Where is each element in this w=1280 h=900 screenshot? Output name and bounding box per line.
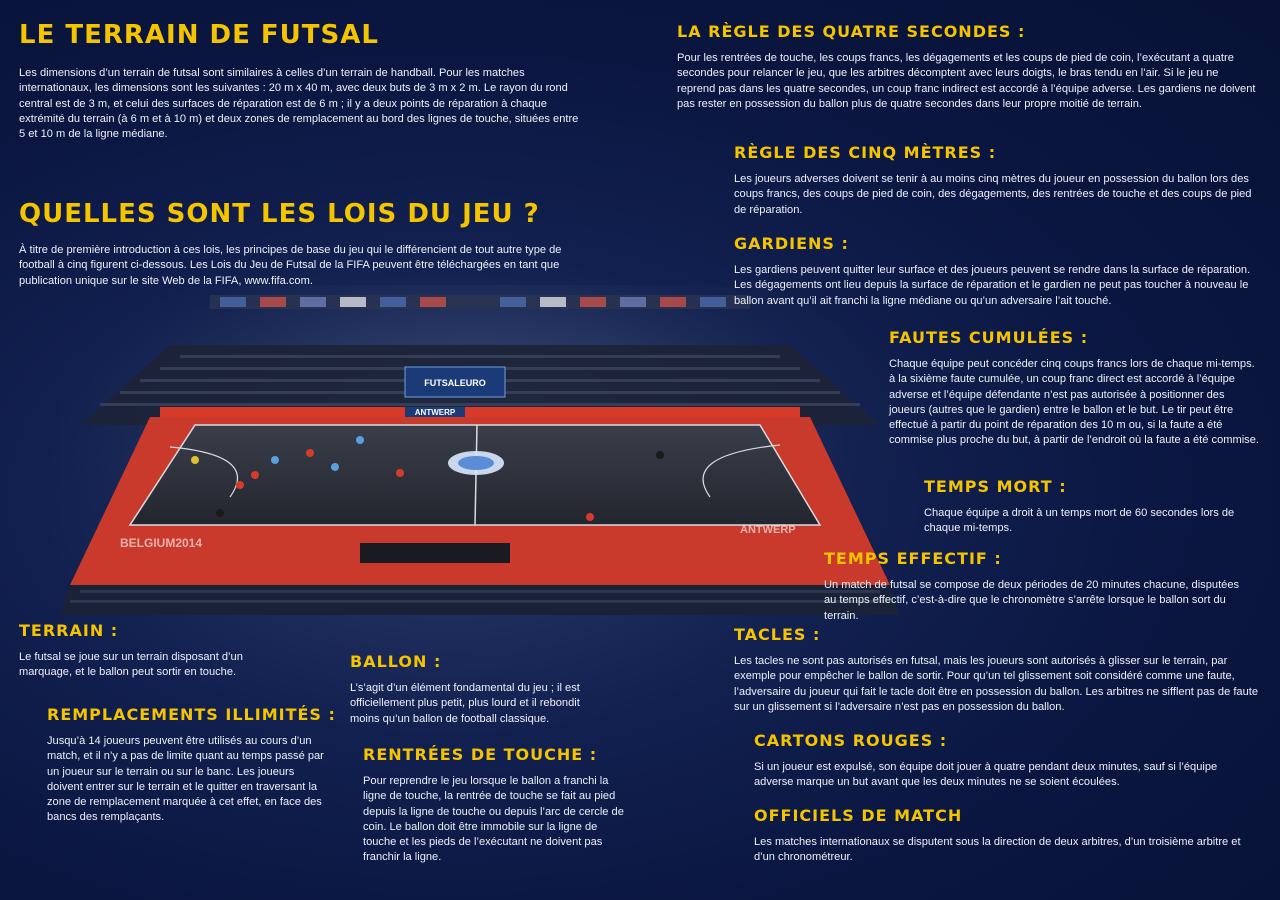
heading-terrain: TERRAIN :: [19, 621, 119, 640]
section-rentrees: [363, 745, 633, 866]
heading-officiels: OFFICIELS DE MATCH: [754, 806, 963, 825]
arena-side-left: BELGIUM2014: [120, 536, 203, 550]
heading-remplacements: REMPLACEMENTS ILLIMITÉS :: [47, 705, 336, 724]
text-terrain: Le futsal se joue sur un terrain disposant d’un marquage, et le ballon peut sortir en touche.: [19, 651, 243, 679]
text-remplacements: Jusqu’à 14 joueurs peuvent être utilisés au cours d’un match, et il n’y a pas de limite quant au temps passé par un joueur sur le terrain ou sur le banc. Les joueurs doivent entrer sur le terrain et le quitter en traversant la zone de remplacement marquée à cet effet, en face des bancs des remplaçants.: [47, 735, 324, 824]
heading-ballon: BALLON :: [350, 652, 442, 671]
heading-quatre-secondes: LA RÈGLE DES QUATRE SECONDES :: [677, 22, 1026, 41]
text-ballon: L’s’agit d’un élément fondamental du jeu ; il est officiellement plus petit, plus lourd et il rebondit moins qu’un ballon de football classique.: [350, 682, 580, 725]
arena-board-text: ANTWERP: [414, 408, 456, 417]
section-cinq-metres: [734, 143, 1269, 218]
section-gardiens: [734, 234, 1269, 309]
section-quatre-secondes: [677, 22, 1262, 112]
text-fautes: Chaque équipe peut concéder cinq coups francs lors de chaque mi-temps. à la sixième faute cumulée, un coup franc direct est accordé à l’équipe adverse et l’équipe défendante n’est pas autorisée à positionner des joueurs (autres que le gardien) entre le ballon et le but. Le tir peut être effectué à partir du point de réparation des 10 m ou, si la faute a été commise plus proche du but, à partir de l’endroit où la faute a été commise.: [889, 358, 1259, 447]
text-temps-effectif: Un match de futsal se compose de deux périodes de 20 minutes chacune, disputées au temps effectif, c’est-à-dire que le chronomètre s’arrête lorsque le ballon sort du terrain.: [824, 579, 1240, 622]
section-tacles: [734, 625, 1269, 715]
heading-temps-mort: TEMPS MORT :: [924, 477, 1067, 496]
heading-rentrees: RENTRÉES DE TOUCHE :: [363, 745, 598, 764]
heading-lois: QUELLES SONT LES LOIS DU JEU ?: [19, 199, 540, 229]
heading-terrain-futsal: LE TERRAIN DE FUTSAL: [19, 20, 379, 50]
heading-fautes: FAUTES CUMULÉES :: [889, 328, 1089, 347]
arena-side-right: ANTWERP: [740, 524, 796, 536]
section-fautes: [889, 328, 1264, 449]
text-cartons: Si un joueur est expulsé, son équipe doit jouer à quatre pendant deux minutes, sauf si l’équipe adverse marque un but avant que les deux minutes ne se soient écoulées.: [754, 761, 1218, 789]
heading-temps-effectif: TEMPS EFFECTIF :: [824, 549, 1002, 568]
text-temps-mort: Chaque équipe a droit à un temps mort de 60 secondes lors de chaque mi-temps.: [924, 507, 1235, 535]
section-lois: [19, 199, 594, 289]
section-temps-mort: [924, 477, 1264, 537]
text-quatre-secondes: Pour les rentrées de touche, les coups francs, les dégagements et les coups de pied de coin, l’exécutant a quatre secondes pour relancer le jeu, que les arbitres décomptent avec leurs doigts, le bras tendu en l’air. Si le jeu ne reprend pas dans les quatre secondes, un coup franc indirect est accordé à l’équipe adverse. Les gardiens ne doivent pas rester en possession du ballon plus de quatre secondes dans leur propre moitié de terrain.: [677, 52, 1256, 110]
heading-cinq-metres: RÈGLE DES CINQ MÈTRES :: [734, 143, 997, 162]
section-officiels: [754, 806, 1254, 866]
heading-cartons: CARTONS ROUGES :: [754, 731, 948, 750]
text-rentrees: Pour reprendre le jeu lorsque le ballon a franchi la ligne de touche, la rentrée de touche se fait au pied depuis la ligne de touche ou depuis l’arc de cercle de coin. Le ballon doit être immobile sur la ligne de touche et les pieds de l’exécutant ne doivent pas franchir la ligne.: [363, 775, 624, 864]
heading-tacles: TACLES :: [734, 625, 821, 644]
section-cartons: [754, 731, 1254, 791]
arena-banner-text: FUTSALEURO: [424, 378, 486, 388]
text-gardiens: Les gardiens peuvent quitter leur surface et des joueurs peuvent se rendre dans la surface de réparation. Les dégagements ont lieu depuis la surface de réparation et le gardien ne peut pas toucher à nouveau le ballon avant qu’il ait franchi la ligne médiane ou qu’un adversaire l’ait touché.: [734, 264, 1251, 307]
text-tacles: Les tacles ne sont pas autorisés en futsal, mais les joueurs sont autorisés à glisser sur le terrain, par exemple pour empêcher le ballon de sortir. Pour qu’un tel glissement soit considéré comme une faute, l’adversaire du joueur qui fait le tacle doit être en possession du ballon. Les arbitres ne sifflent pas de faute sur un glissement si l’adversaire n’est pas en possession du ballon.: [734, 655, 1258, 713]
text-lois: À titre de première introduction à ces lois, les principes de base du jeu qui le différencient de tout autre type de football à cinq figurent ci-dessous. Les Lois du Jeu de Futsal de la FIFA peuvent être téléchargées en tant que publication unique sur le site Web de la FIFA, www.fifa.com.: [19, 244, 562, 287]
text-officiels: Les matches internationaux se disputent sous la direction de deux arbitres, d’un troisième arbitre et d’un chronométreur.: [754, 836, 1241, 864]
section-terrain-futsal: [19, 20, 589, 142]
section-remplacements: [47, 705, 337, 826]
text-terrain-futsal: Les dimensions d’un terrain de futsal sont similaires à celles d’un terrain de handball. Pour les matches internationaux, les dimensions sont les suivantes : 20 m x 40 m, avec deux buts de 3 m x 2 m. Le rayon du rond central est de 3 m, et celui des surfaces de réparation est de 6 m ; il y a deux points de réparation à chaque extrémité du terrain (à 6 m et à 10 m) et deux zones de remplacement au bord des lignes de touche, situées entre 5 et 10 m de la ligne médiane.: [19, 67, 579, 141]
section-temps-effectif: [824, 549, 1264, 624]
futsal-arena-photo: [60, 285, 900, 615]
text-cinq-metres: Les joueurs adverses doivent se tenir à au moins cinq mètres du joueur en possession du ballon lors des coups francs, des coups de pied de coin, des dégagements, des rentrées de touche et des coups de pied de réparation.: [734, 173, 1252, 216]
heading-gardiens: GARDIENS :: [734, 234, 849, 253]
section-ballon: [350, 652, 620, 727]
section-terrain: [19, 621, 299, 681]
